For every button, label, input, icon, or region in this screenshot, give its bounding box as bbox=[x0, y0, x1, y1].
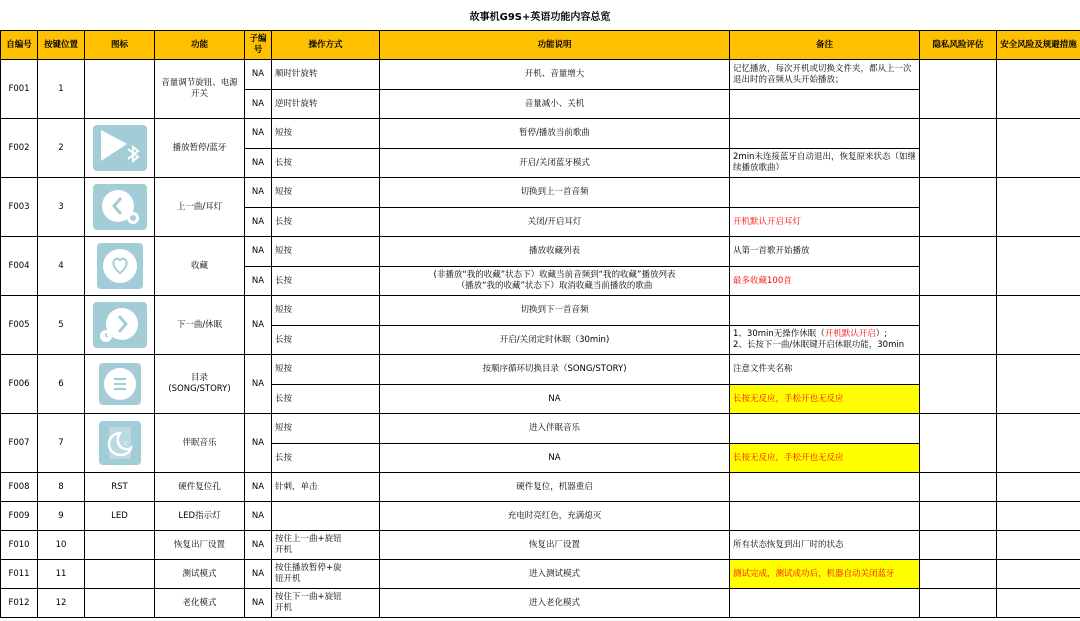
function-line: (SONG/STORY) bbox=[168, 384, 231, 394]
cell-operation[interactable]: 短按 bbox=[272, 414, 380, 444]
cell-remarks[interactable]: 所有状态恢复到出厂时的状态 bbox=[730, 531, 920, 560]
cell-privacy[interactable] bbox=[920, 355, 997, 414]
cell-sub-id[interactable]: NA bbox=[245, 119, 272, 149]
moon-icon bbox=[99, 421, 141, 465]
cell-privacy[interactable] bbox=[920, 502, 997, 531]
cell-icon[interactable] bbox=[85, 119, 155, 178]
cell-description[interactable]: NA bbox=[380, 385, 730, 414]
cell-operation[interactable]: 长按 bbox=[272, 149, 380, 178]
cell-safety[interactable] bbox=[997, 60, 1080, 119]
cell-id[interactable]: F008 bbox=[1, 473, 38, 502]
cell-remarks[interactable] bbox=[730, 296, 920, 326]
cell-description[interactable]: 音量减小、关机 bbox=[380, 90, 730, 119]
cell-id[interactable]: F009 bbox=[1, 502, 38, 531]
cell-sub-id[interactable]: NA bbox=[245, 237, 272, 267]
table-row bbox=[1, 502, 1080, 531]
cell-icon-empty[interactable] bbox=[85, 60, 155, 119]
function-line: 目录 bbox=[190, 373, 208, 383]
cell-sub-id[interactable]: NA bbox=[245, 296, 272, 355]
cell-remarks[interactable] bbox=[730, 178, 920, 208]
cell-sub-id[interactable]: NA bbox=[245, 560, 272, 589]
cell-position[interactable]: 9 bbox=[38, 502, 85, 531]
cell-safety[interactable] bbox=[997, 119, 1080, 178]
cell-id[interactable]: F012 bbox=[1, 589, 38, 618]
cell-position[interactable]: 8 bbox=[38, 473, 85, 502]
cell-sub-id[interactable]: NA bbox=[245, 178, 272, 208]
cell-remarks[interactable]: 记忆播放，每次开机或切换文件夹，都从上一次退出时的音频从头开始播放； bbox=[730, 60, 920, 90]
cell-privacy[interactable] bbox=[920, 560, 997, 589]
cell-remarks[interactable] bbox=[730, 473, 920, 502]
cell-id[interactable]: F007 bbox=[1, 414, 38, 473]
cell-icon[interactable] bbox=[85, 355, 155, 414]
cell-icon-text[interactable]: LED bbox=[85, 502, 155, 531]
cell-description[interactable]: 开机、音量增大 bbox=[380, 60, 730, 90]
cell-icon-text[interactable] bbox=[85, 560, 155, 589]
next-sleep-icon bbox=[93, 302, 147, 348]
cell-safety[interactable] bbox=[997, 237, 1080, 296]
menu-icon bbox=[99, 363, 141, 405]
table-row bbox=[1, 355, 1080, 385]
header-key-position[interactable]: 按键位置 bbox=[38, 31, 85, 60]
cell-safety[interactable] bbox=[997, 178, 1080, 237]
cell-description[interactable]: 硬件复位，机器重启 bbox=[380, 473, 730, 502]
cell-sub-id[interactable]: NA bbox=[245, 355, 272, 414]
cell-id[interactable]: F011 bbox=[1, 560, 38, 589]
cell-remarks[interactable] bbox=[730, 119, 920, 149]
cell-description[interactable]: 播放收藏列表 bbox=[380, 237, 730, 267]
cell-remarks-highlighted[interactable]: 长按无反应，手松开也无反应 bbox=[730, 385, 920, 414]
cell-operation[interactable]: 长按 bbox=[272, 326, 380, 355]
cell-id[interactable]: F010 bbox=[1, 531, 38, 560]
svg-text:z: z bbox=[123, 440, 127, 447]
cell-privacy[interactable] bbox=[920, 473, 997, 502]
play-bluetooth-icon bbox=[93, 125, 147, 171]
cell-privacy[interactable] bbox=[920, 237, 997, 296]
cell-function[interactable]: 音量调节旋钮、电源开关 bbox=[155, 60, 245, 119]
cell-safety[interactable] bbox=[997, 355, 1080, 414]
cell-icon[interactable] bbox=[85, 296, 155, 355]
header-operation[interactable]: 操作方式 bbox=[272, 31, 380, 60]
cell-position[interactable]: 11 bbox=[38, 560, 85, 589]
header-icon[interactable]: 图标 bbox=[85, 31, 155, 60]
cell-function[interactable]: 老化模式 bbox=[155, 589, 245, 618]
previous-ear-light-icon bbox=[93, 184, 147, 230]
description-line: （播放“我的收藏”状态下）取消收藏当前播放的歌曲 bbox=[456, 281, 653, 291]
cell-description[interactable]: 切换到下一首音频 bbox=[380, 296, 730, 326]
cell-privacy[interactable] bbox=[920, 119, 997, 178]
table-row bbox=[1, 531, 1080, 560]
cell-position[interactable]: 10 bbox=[38, 531, 85, 560]
function-table bbox=[0, 30, 1080, 618]
cell-sub-id[interactable]: NA bbox=[245, 208, 272, 237]
cell-id[interactable]: F006 bbox=[1, 355, 38, 414]
operation-line: 按住上一曲+旋钮 bbox=[275, 534, 342, 544]
header-description[interactable]: 功能说明 bbox=[380, 31, 730, 60]
cell-sub-id[interactable]: NA bbox=[245, 90, 272, 119]
cell-position[interactable]: 5 bbox=[38, 296, 85, 355]
cell-operation[interactable]: 长按 bbox=[272, 385, 380, 414]
cell-description[interactable]: 进入测试模式 bbox=[380, 560, 730, 589]
cell-id[interactable]: F001 bbox=[1, 60, 38, 119]
description-line: (非播放“我的收藏”状态下）收藏当前音频到“我的收藏”播放列表 bbox=[433, 270, 676, 280]
cell-privacy[interactable] bbox=[920, 178, 997, 237]
cell-description[interactable]: 进入老化模式 bbox=[380, 589, 730, 618]
cell-function[interactable]: 上一曲/耳灯 bbox=[155, 178, 245, 237]
cell-safety[interactable] bbox=[997, 531, 1080, 560]
cell-icon-text[interactable]: RST bbox=[85, 473, 155, 502]
cell-icon[interactable] bbox=[85, 178, 155, 237]
cell-remarks[interactable]: 2min未连接蓝牙自动退出，恢复原来状态（如继续播放歌曲） bbox=[730, 149, 920, 178]
operation-line: 钮开机 bbox=[275, 574, 301, 584]
cell-description[interactable]: 关闭/开启耳灯 bbox=[380, 208, 730, 237]
table-row bbox=[1, 296, 1080, 326]
cell-icon[interactable] bbox=[85, 414, 155, 473]
operation-line: 开机 bbox=[275, 603, 293, 613]
cell-function[interactable]: 测试模式 bbox=[155, 560, 245, 589]
cell-icon-text[interactable] bbox=[85, 531, 155, 560]
cell-sub-id[interactable]: NA bbox=[245, 149, 272, 178]
cell-privacy[interactable] bbox=[920, 589, 997, 618]
operation-line: 开机 bbox=[275, 545, 293, 555]
cell-remarks[interactable] bbox=[730, 414, 920, 444]
cell-description[interactable]: 恢复出厂设置 bbox=[380, 531, 730, 560]
cell-operation[interactable] bbox=[272, 560, 380, 589]
cell-description[interactable]: 充电时亮红色，充满熄灭 bbox=[380, 502, 730, 531]
header-privacy-risk[interactable]: 隐私风险评估 bbox=[920, 31, 997, 60]
cell-position[interactable]: 2 bbox=[38, 119, 85, 178]
cell-description[interactable]: 进入伴眠音乐 bbox=[380, 414, 730, 444]
cell-operation[interactable]: 短按 bbox=[272, 119, 380, 149]
cell-function[interactable] bbox=[155, 355, 245, 414]
cell-icon[interactable] bbox=[85, 237, 155, 296]
cell-privacy[interactable] bbox=[920, 531, 997, 560]
cell-description[interactable]: 暂停/播放当前歌曲 bbox=[380, 119, 730, 149]
cell-position[interactable]: 6 bbox=[38, 355, 85, 414]
cell-icon-text[interactable] bbox=[85, 589, 155, 618]
cell-id[interactable]: F004 bbox=[1, 237, 38, 296]
cell-function[interactable]: 下一曲/休眠 bbox=[155, 296, 245, 355]
cell-function[interactable]: LED指示灯 bbox=[155, 502, 245, 531]
cell-sub-id[interactable]: NA bbox=[245, 531, 272, 560]
cell-position[interactable]: 3 bbox=[38, 178, 85, 237]
table-row bbox=[1, 237, 1080, 267]
remark-highlight-text: 开机默认开启 bbox=[824, 329, 876, 339]
header-row bbox=[1, 31, 1080, 60]
cell-position[interactable]: 12 bbox=[38, 589, 85, 618]
cell-safety[interactable] bbox=[997, 560, 1080, 589]
remark-line bbox=[733, 329, 916, 340]
cell-safety[interactable] bbox=[997, 296, 1080, 355]
cell-operation[interactable]: 长按 bbox=[272, 444, 380, 473]
cell-description[interactable]: 开启/关闭定时休眠（30min) bbox=[380, 326, 730, 355]
cell-sub-id[interactable]: NA bbox=[245, 473, 272, 502]
cell-privacy[interactable] bbox=[920, 296, 997, 355]
table-row bbox=[1, 178, 1080, 208]
cell-remarks[interactable]: 开机默认开启耳灯 bbox=[730, 208, 920, 237]
cell-safety[interactable] bbox=[997, 589, 1080, 618]
cell-sub-id[interactable]: NA bbox=[245, 60, 272, 90]
cell-position[interactable]: 7 bbox=[38, 414, 85, 473]
cell-operation[interactable] bbox=[272, 502, 380, 531]
remark-line: 2、长按下一曲/休眠键开启休眠功能，30min bbox=[733, 340, 905, 350]
cell-description[interactable]: 开启/关闭蓝牙模式 bbox=[380, 149, 730, 178]
cell-privacy[interactable] bbox=[920, 414, 997, 473]
cell-position[interactable]: 4 bbox=[38, 237, 85, 296]
cell-operation[interactable]: 短按 bbox=[272, 296, 380, 326]
cell-description[interactable]: 切换到上一首音频 bbox=[380, 178, 730, 208]
cell-operation[interactable]: 逆时针旋转 bbox=[272, 90, 380, 119]
cell-id[interactable]: F003 bbox=[1, 178, 38, 237]
header-safety-risk[interactable]: 安全风险及规避措施 bbox=[997, 31, 1080, 60]
cell-privacy[interactable] bbox=[920, 60, 997, 119]
cell-operation[interactable]: 短按 bbox=[272, 178, 380, 208]
cell-remarks[interactable] bbox=[730, 589, 920, 618]
table-row bbox=[1, 560, 1080, 589]
cell-sub-id[interactable]: NA bbox=[245, 267, 272, 296]
cell-safety[interactable] bbox=[997, 502, 1080, 531]
cell-remarks[interactable]: 最多收藏100首 bbox=[730, 267, 920, 296]
table-row bbox=[1, 589, 1080, 618]
cell-function[interactable]: 伴眠音乐 bbox=[155, 414, 245, 473]
cell-position[interactable]: 1 bbox=[38, 60, 85, 119]
cell-remarks[interactable] bbox=[730, 326, 920, 355]
cell-function[interactable]: 硬件复位孔 bbox=[155, 473, 245, 502]
cell-safety[interactable] bbox=[997, 414, 1080, 473]
operation-line: 按住播放暂停+旋 bbox=[275, 563, 342, 573]
cell-operation[interactable]: 长按 bbox=[272, 208, 380, 237]
table-row bbox=[1, 119, 1080, 149]
operation-line: 按住下一曲+旋钮 bbox=[275, 592, 342, 602]
table-row bbox=[1, 414, 1080, 444]
table-row bbox=[1, 473, 1080, 502]
cell-remarks[interactable] bbox=[730, 90, 920, 119]
cell-operation[interactable]: 长按 bbox=[272, 267, 380, 296]
cell-operation[interactable]: 短按 bbox=[272, 355, 380, 385]
cell-description[interactable]: NA bbox=[380, 444, 730, 473]
cell-function[interactable]: 恢复出厂设置 bbox=[155, 531, 245, 560]
heart-icon bbox=[97, 243, 143, 289]
cell-remarks[interactable] bbox=[730, 502, 920, 531]
cell-sub-id[interactable]: NA bbox=[245, 502, 272, 531]
cell-id[interactable]: F002 bbox=[1, 119, 38, 178]
cell-description[interactable] bbox=[380, 267, 730, 296]
cell-remarks[interactable]: 从第一首歌开始播放 bbox=[730, 237, 920, 267]
cell-operation[interactable]: 短按 bbox=[272, 237, 380, 267]
cell-description[interactable]: 按顺序循环切换目录（SONG/STORY) bbox=[380, 355, 730, 385]
cell-operation[interactable]: 顺时针旋转 bbox=[272, 60, 380, 90]
header-id[interactable]: 自编号 bbox=[1, 31, 38, 60]
cell-operation[interactable] bbox=[272, 531, 380, 560]
header-sub-id[interactable]: 子编号 bbox=[245, 31, 272, 60]
sheet-title: 故事机G9S+英语功能内容总览 bbox=[469, 11, 611, 23]
cell-operation[interactable]: 针刺，单击 bbox=[272, 473, 380, 502]
cell-remarks-highlighted[interactable]: 测试完成，测试成功后，机器自动关闭蓝牙 bbox=[730, 560, 920, 589]
cell-sub-id[interactable]: NA bbox=[245, 414, 272, 473]
cell-remarks-highlighted[interactable]: 长按无反应，手松开也无反应 bbox=[730, 444, 920, 473]
cell-safety[interactable] bbox=[997, 473, 1080, 502]
table-row bbox=[1, 60, 1080, 90]
header-remarks[interactable]: 备注 bbox=[730, 31, 920, 60]
remark-text: ）; bbox=[875, 329, 888, 339]
cell-id[interactable]: F005 bbox=[1, 296, 38, 355]
cell-operation[interactable] bbox=[272, 589, 380, 618]
remark-text: 1、30min无操作休眠（ bbox=[733, 329, 825, 339]
header-function[interactable]: 功能 bbox=[155, 31, 245, 60]
cell-sub-id[interactable]: NA bbox=[245, 589, 272, 618]
cell-function[interactable]: 收藏 bbox=[155, 237, 245, 296]
cell-remarks[interactable]: 注意文件夹名称 bbox=[730, 355, 920, 385]
cell-function[interactable]: 播放暂停/蓝牙 bbox=[155, 119, 245, 178]
